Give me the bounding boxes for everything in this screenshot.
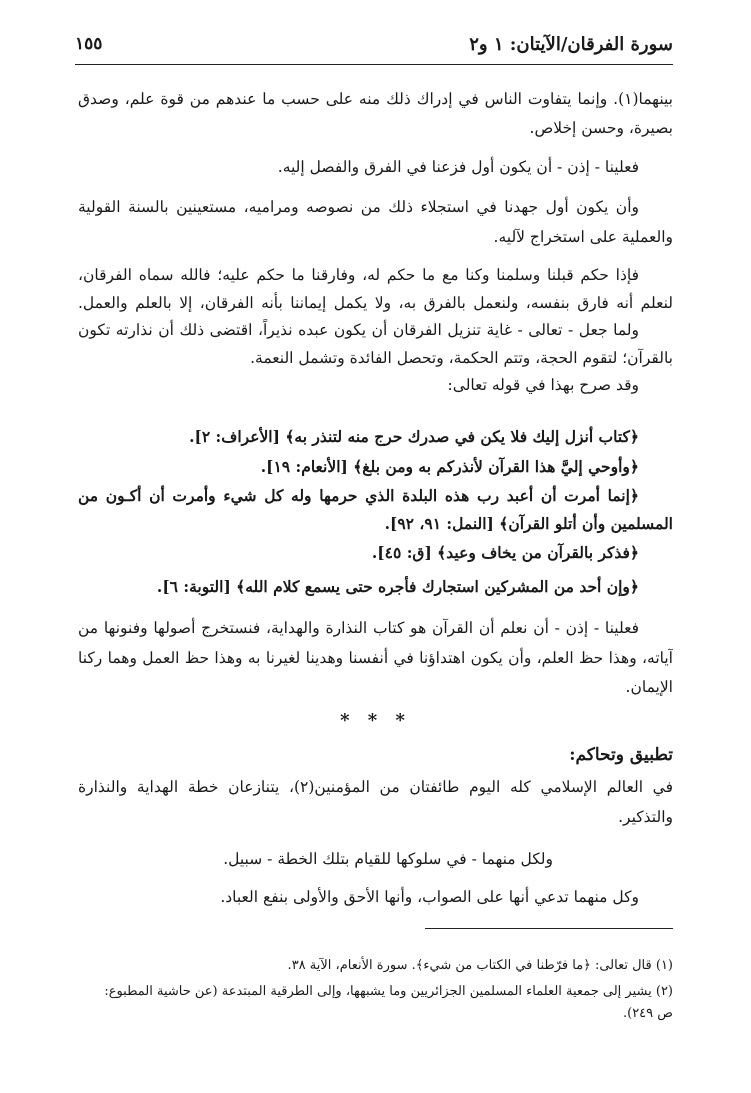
verse-quote: ﴿كتاب أنزل إليك فلا يكن في صدرك حرج منه لتنذر به﴾ [الأعراف: ٢].	[189, 427, 639, 446]
footnote: (١) قال تعالى: ﴿ما فرّطنا في الكتاب من شيء﴾. سورة الأنعام، الآية ٣٨.	[287, 958, 673, 973]
verse-quote: ﴿فذكر بالقرآن من يخاف وعيد﴾ [ق: ٤٥].	[371, 543, 639, 562]
paragraph-line: وأن يكون أول جهدنا في استجلاء ذلك من نصوصه ومراميه، مستعينين بالسنة القولية	[78, 198, 639, 216]
verse-quote: ﴿وإن أحد من المشركين استجارك فأجره حتى يسمع كلام الله﴾ [التوبة: ٦].	[156, 577, 639, 596]
page-header	[75, 30, 673, 65]
page-number: ١٥٥	[75, 34, 103, 54]
footnote-divider	[425, 928, 673, 929]
running-title: سورة الفرقان/الآيتان: ١ و٢	[469, 34, 673, 55]
paragraph-line: ولما جعل - تعالى - غاية تنزيل الفرقان أن يكون عبده نذيراً، اقتضى ذلك أن نذارته تكون	[78, 321, 639, 339]
paragraph-line: آياته، وهذا حظ العلم، وأن يكون اهتداؤنا في أنفسنا وهدينا لغيرنا به وهذا حظ العمل وهما ركنا	[78, 649, 673, 667]
paragraph-line: فعلينا - إذن - أن يكون أول فزعنا في الفرق والفصل إليه.	[277, 158, 639, 176]
verse-quote: ﴿وأوحي إليَّ هذا القرآن لأنذركم به ومن بلغ﴾ [الأنعام: ١٩].	[260, 457, 639, 476]
paragraph-line: بالقرآن؛ لتقوم الحجة، وتتم الحكمة، وتحصل الفائدة وتشمل النعمة.	[250, 349, 673, 367]
footnote: (٢) يشير إلى جمعية العلماء المسلمين الجزائريين وما يشبهها، وإلى الطرقية المبتدعة (عن حاشية المطبوع:	[104, 984, 673, 999]
paragraph-line: وقد صرح بهذا في قوله تعالى:	[447, 376, 639, 394]
verse-quote: المسلمين وأن أتلو القرآن﴾ [النمل: ٩١، ٩٢].	[384, 514, 673, 533]
paragraph-line: في العالم الإسلامي كله اليوم طائفتان من المؤمنين(٢)، يتنازعان خطة الهداية والنذارة	[78, 778, 673, 796]
paragraph-line: لنعلم أنه فارق بنفسه، ولنعمل بالفرق به، ولا يكمل إيماننا بأنه الفرقان، إلا بالعلم والعمل.	[78, 294, 673, 312]
section-separator: * * *	[340, 710, 411, 731]
paragraph-line: وكل منهما تدعي أنها على الصواب، وأنها الأحق والأولى بنفع العباد.	[220, 888, 639, 906]
paragraph-line: الإيمان.	[625, 678, 673, 696]
paragraph-line: والتذكير.	[618, 808, 673, 826]
verse-quote: ﴿إنما أمرت أن أعبد رب هذه البلدة الذي حرمها وله كل شيء وأمرت أن أكـون من	[78, 486, 639, 505]
footnote: ص ٢٤٩).	[622, 1006, 673, 1021]
paragraph-line: بينهما(١). وإنما يتفاوت الناس في إدراك ذلك منه على حسب ما عندهم من قوة علم، وصدق	[78, 90, 673, 108]
paragraph-line: ولكل منهما - في سلوكها للقيام بتلك الخطة - سبيل.	[223, 850, 553, 868]
paragraph-line: فعلينا - إذن - أن نعلم أن القرآن هو كتاب النذارة والهداية، فنستخرج أصولها وفنونها من	[78, 619, 639, 637]
paragraph-line: فإذا حكم قبلنا وسلمنا وكنا مع ما حكم له، وفارقنا ما حكم عليه؛ فالله سماه الفرقان،	[78, 266, 639, 284]
paragraph-line: بصيرة، وحسن إخلاص.	[529, 119, 673, 137]
paragraph-line: والعملية على استخراج لآليه.	[493, 228, 673, 246]
section-heading: تطبيق وتحاكم:	[569, 745, 673, 765]
